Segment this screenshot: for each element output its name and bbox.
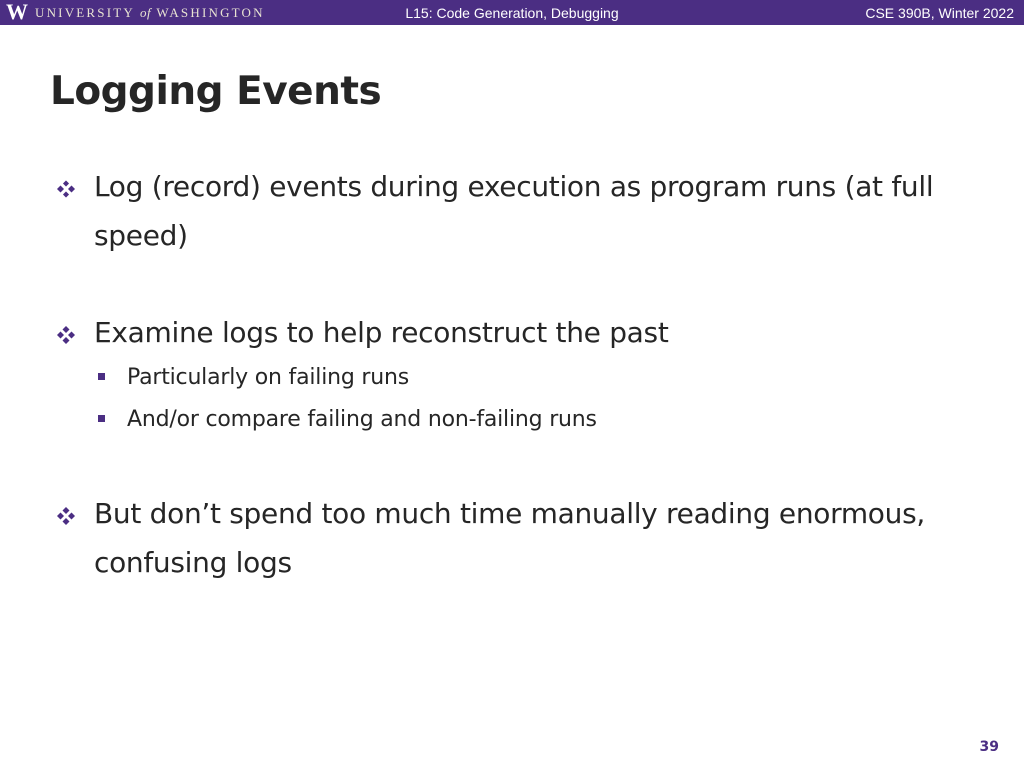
wordmark-university: UNIVERSITY bbox=[35, 5, 135, 20]
page-number: 39 bbox=[979, 739, 999, 755]
square-bullet-icon bbox=[98, 415, 105, 422]
sub-bullet-text: And/or compare failing and non-failing runs bbox=[127, 407, 597, 432]
sub-bullet-list bbox=[94, 357, 975, 441]
bullet-list bbox=[55, 162, 975, 587]
four-diamond-icon bbox=[55, 505, 77, 527]
sub-bullet-text: Particularly on failing runs bbox=[127, 365, 410, 390]
bullet-text: Examine logs to help reconstruct the past bbox=[94, 316, 669, 349]
sub-bullet-item bbox=[94, 399, 975, 441]
course-name: CSE 390B, Winter 2022 bbox=[865, 5, 1014, 21]
four-diamond-icon bbox=[55, 324, 77, 346]
bullet-text: Log (record) events during execution as program runs (at full speed) bbox=[94, 170, 934, 252]
lecture-title: L15: Code Generation, Debugging bbox=[405, 5, 619, 21]
bullet-item bbox=[55, 489, 975, 587]
wordmark-of: of bbox=[139, 5, 152, 20]
uw-logo-icon: W bbox=[6, 0, 27, 24]
header-bar bbox=[0, 0, 1024, 25]
square-bullet-icon bbox=[98, 373, 105, 380]
slide-title: Logging Events bbox=[50, 69, 382, 114]
bullet-item bbox=[55, 308, 975, 441]
bullet-text: But don’t spend too much time manually reading enormous, confusing logs bbox=[94, 497, 925, 579]
four-diamond-icon bbox=[55, 178, 77, 200]
sub-bullet-item bbox=[94, 357, 975, 399]
wordmark-washington: WASHINGTON bbox=[156, 5, 265, 20]
bullet-item bbox=[55, 162, 975, 260]
